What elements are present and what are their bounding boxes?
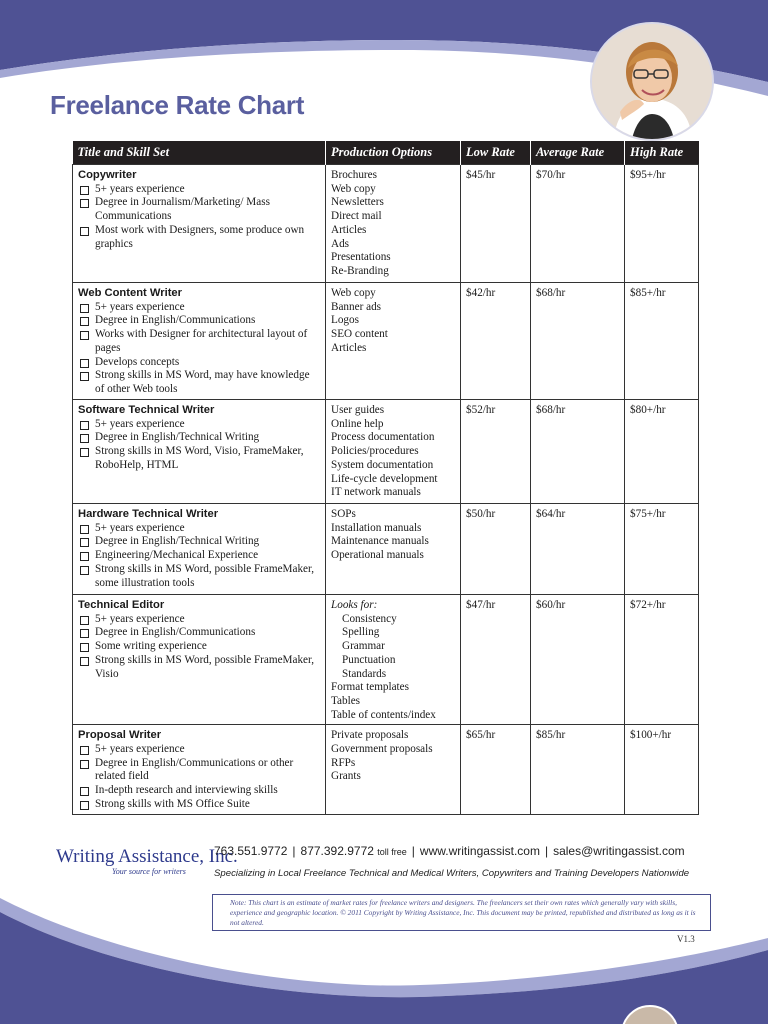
woman-portrait-icon [592, 24, 712, 139]
option-subitem: Spelling [342, 626, 380, 639]
low-rate-cell: $42/hr [461, 283, 531, 400]
role-title: Hardware Technical Writer [78, 508, 219, 520]
option-item: User guides [331, 404, 385, 416]
option-subitem: Punctuation [342, 653, 396, 666]
skill-item: Strong skills in MS Word, may have knowledge of other Web tools [78, 369, 320, 396]
role-title: Technical Editor [78, 599, 165, 611]
table-row [73, 595, 699, 725]
option-item: Brochures [331, 169, 377, 181]
option-item: Articles [331, 341, 367, 354]
separator: | [411, 844, 415, 858]
option-item: Web copy [331, 182, 376, 195]
options-cell [326, 283, 461, 400]
header-high-rate: High Rate [625, 141, 699, 165]
average-rate-cell: $60/hr [531, 595, 625, 725]
skill-item: Some writing experience [78, 640, 320, 654]
options-cell [326, 504, 461, 595]
portrait-photo [590, 22, 714, 141]
option-item: Web copy [331, 287, 376, 299]
skill-item: Degree in English/Communications [78, 314, 320, 328]
option-item: Logos [331, 314, 359, 327]
option-item: RFPs [331, 756, 356, 769]
skills-cell [73, 725, 326, 814]
company-tagline: Specializing in Local Freelance Technical and Medical Writers, Copywriters and Training Developers Nationwide [214, 868, 690, 879]
options-cell [326, 165, 461, 283]
separator: | [292, 844, 296, 858]
option-item: Presentations [331, 251, 391, 264]
option-item: Maintenance manuals [331, 535, 429, 548]
logo-text: Writing Assistance, Inc. [56, 846, 238, 867]
contact-line [214, 844, 685, 858]
table-row [73, 400, 699, 504]
skill-item: 5+ years experience [78, 743, 320, 757]
tollfree-number[interactable]: 877.392.9772 [300, 844, 374, 858]
average-rate-cell: $85/hr [531, 725, 625, 814]
option-item: Private proposals [331, 729, 409, 742]
option-item: Direct mail [331, 210, 382, 223]
skill-item: Strong skills in MS Word, possible FrameMaker, Visio [78, 654, 320, 681]
option-item: Table of contents/index [331, 708, 436, 721]
role-title: Copywriter [78, 169, 137, 181]
table-row [73, 283, 699, 400]
option-item: Process documentation [331, 431, 435, 444]
separator: | [544, 844, 549, 858]
option-item: Articles [331, 223, 367, 236]
skill-item: Strong skills with MS Office Suite [78, 798, 320, 812]
skills-cell [73, 504, 326, 595]
skill-list [78, 743, 320, 812]
options-heading: Looks for: [331, 599, 378, 611]
options-cell [326, 595, 461, 725]
low-rate-cell: $52/hr [461, 400, 531, 504]
option-subitem: Consistency [342, 612, 397, 625]
low-rate-cell: $47/hr [461, 595, 531, 725]
skill-item: Degree in Journalism/Marketing/ Mass Communications [78, 196, 320, 223]
header-average-rate: Average Rate [531, 141, 625, 165]
skill-list [78, 418, 320, 473]
option-item: Online help [331, 417, 384, 430]
option-item: Ads [331, 237, 350, 250]
option-item: Policies/procedures [331, 445, 419, 458]
email-link[interactable]: sales@writingassist.com [553, 844, 685, 858]
skill-item: Degree in English/Technical Writing [78, 535, 320, 549]
option-item: Re-Branding [331, 264, 389, 277]
skill-item: 5+ years experience [78, 418, 320, 432]
average-rate-cell: $68/hr [531, 400, 625, 504]
rate-table [72, 141, 699, 815]
skill-list [78, 183, 320, 252]
options-cell [326, 400, 461, 504]
skill-list [78, 613, 320, 682]
skills-cell [73, 283, 326, 400]
skill-list [78, 522, 320, 591]
skill-item: Strong skills in MS Word, possible FrameMaker, some illustration tools [78, 563, 320, 590]
header-low-rate: Low Rate [461, 141, 531, 165]
option-item: IT network manuals [331, 486, 421, 499]
high-rate-cell: $72+/hr [625, 595, 699, 725]
high-rate-cell: $100+/hr [625, 725, 699, 814]
average-rate-cell: $70/hr [531, 165, 625, 283]
high-rate-cell: $75+/hr [625, 504, 699, 595]
option-item: Tables [331, 694, 361, 707]
skill-item: In-depth research and interviewing skills [78, 784, 320, 798]
skill-item: Most work with Designers, some produce own graphics [78, 224, 320, 251]
skill-item: Degree in English/Communications [78, 626, 320, 640]
role-title: Software Technical Writer [78, 404, 215, 416]
average-rate-cell: $68/hr [531, 283, 625, 400]
skills-cell [73, 595, 326, 725]
header-production-options: Production Options [326, 141, 461, 165]
skills-cell [73, 400, 326, 504]
role-title: Proposal Writer [78, 729, 162, 742]
option-subitem: Standards [342, 667, 387, 680]
skill-item: 5+ years experience [78, 183, 320, 197]
option-item: Installation manuals [331, 521, 422, 534]
skill-item: 5+ years experience [78, 613, 320, 627]
skill-item: 5+ years experience [78, 301, 320, 315]
option-item: Operational manuals [331, 549, 424, 562]
option-item: Grants [331, 770, 361, 783]
skills-cell [73, 165, 326, 283]
skill-item: Develops concepts [78, 356, 320, 370]
low-rate-cell: $45/hr [461, 165, 531, 283]
header-title-skill: Title and Skill Set [73, 141, 326, 165]
option-item: SEO content [331, 328, 388, 341]
disclaimer-note: Note: This chart is an estimate of market rates for freelance writers and designers. The freelancers set their own rates which generally vary with skills, experience and geographic location. © 2011 Copyright by Writing Assistance, Inc. This document may be printed, republished and distributed as long as it is not altered. [212, 894, 711, 931]
skill-item: Degree in English/Communications or other related field [78, 757, 320, 784]
option-item: SOPs [331, 508, 356, 520]
option-item: System documentation [331, 458, 434, 471]
high-rate-cell: $80+/hr [625, 400, 699, 504]
page-title: Freelance Rate Chart [50, 90, 305, 120]
table-row [73, 165, 699, 283]
phone-number[interactable]: 763.551.9772 [214, 844, 288, 858]
company-logo[interactable] [48, 840, 238, 880]
high-rate-cell: $95+/hr [625, 165, 699, 283]
skill-item: Engineering/Mechanical Experience [78, 549, 320, 563]
skill-item: Degree in English/Technical Writing [78, 431, 320, 445]
table-row [73, 504, 699, 595]
skill-item: 5+ years experience [78, 522, 320, 536]
high-rate-cell: $85+/hr [625, 283, 699, 400]
option-subitem: Grammar [342, 640, 385, 653]
table-row [73, 725, 699, 814]
option-item: Government proposals [331, 743, 433, 756]
table-header-row [73, 141, 699, 165]
options-cell [326, 725, 461, 814]
logo-tagline: Your source for writers [112, 867, 186, 876]
version-label: V1.3 [677, 934, 695, 944]
option-item: Format templates [331, 681, 409, 694]
option-item: Banner ads [331, 300, 382, 313]
average-rate-cell: $64/hr [531, 504, 625, 595]
website-link[interactable]: www.writingassist.com [419, 844, 540, 858]
low-rate-cell: $50/hr [461, 504, 531, 595]
skill-item: Works with Designer for architectural layout of pages [78, 328, 320, 355]
skill-item: Strong skills in MS Word, Visio, FrameMaker, RoboHelp, HTML [78, 445, 320, 472]
option-item: Life-cycle development [331, 472, 438, 485]
option-item: Newsletters [331, 196, 384, 209]
low-rate-cell: $65/hr [461, 725, 531, 814]
role-title: Web Content Writer [78, 287, 183, 299]
tollfree-label: toll free [377, 847, 407, 857]
skill-list [78, 301, 320, 397]
